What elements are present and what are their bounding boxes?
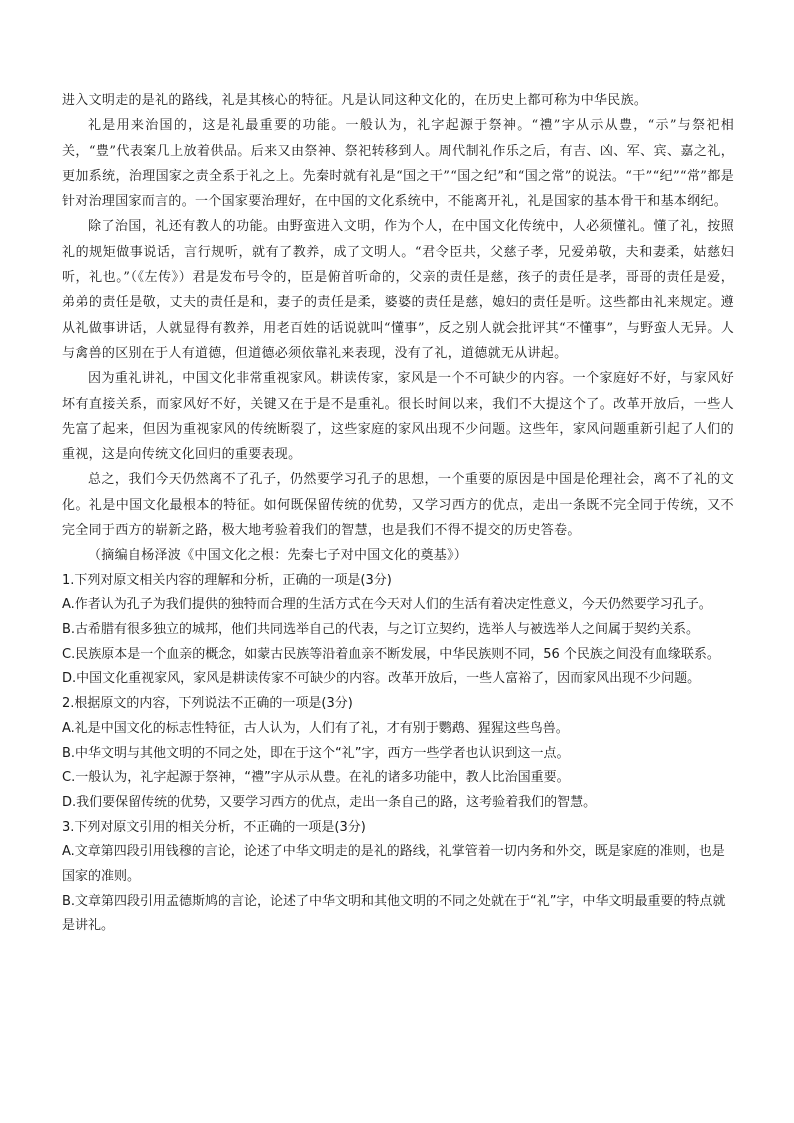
option-d: D.中国文化重视家风，家风是耕读传家不可缺少的内容。改革开放后，一些人富裕了，因而家风出现不少问题。 [62, 671, 701, 687]
option-c: C.一般认为，礼字起源于祭神，“禮”字从示从豊。在礼的诸多功能中，教人比治国重要。 [62, 770, 570, 786]
passage-source: （摘编自杨泽波《中国文化之根：先秦七子对中国文化的奠基》） [88, 548, 468, 564]
question-2 [62, 692, 734, 816]
question-stem: 3.下列对原文引用的相关分析，不正确的一项是(3分) [62, 819, 366, 835]
passage-paragraph-2: 礼是用来治国的，这是礼最重要的功能。一般认为，礼字起源于祭神。“禮”字从示从豊，“示”与祭祀相关，“豊”代表案几上放着供品。后来又由祭神、祭祀转移到人。周代制礼作乐之后，有吉、凶、军、宾、嘉之礼，更加系统，治理国家之责全系于礼之上。先秦时就有礼是“国之干”“国之纪”和“国之常”的说法。“干”“纪”“常”都是针对治理国家而言的。一个国家要治理好，在中国的文化系统中，不能离开礼，礼是国家的基本骨干和基本纲纪。 [62, 118, 734, 210]
option-d: D.我们要保留传统的优势，又要学习西方的优点，走出一条自己的路，这考验着我们的智慧。 [62, 794, 597, 810]
option-b: B.中华文明与其他文明的不同之处，即在于这个“礼”字，西方一些学者也认识到这一点。 [62, 745, 570, 761]
passage-paragraph-3: 除了治国，礼还有教人的功能。由野蛮进入文明，作为个人，在中国文化传统中，人必须懂礼。懂了礼，按照礼的规矩做事说话，言行规听，就有了教养，成了文明人。“君令臣共，父慈子孝，兄爱弟敬，夫和妻柔，姑慈妇听，礼也。”（《左传》）君是发布号令的，臣是俯首听命的，父亲的责任是慈，孩子的责任是孝，哥哥的责任是爱，弟弟的责任是敬，丈夫的责任是和，妻子的责任是柔，婆婆的责任是慈，媳妇的责任是听。这些都由礼来规定。遵从礼做事讲话，人就显得有教养，用老百姓的话说就叫“懂事”，反之别人就会批评其“不懂事”，与野蛮人无异。人与禽兽的区别在于人有道德，但道德必须依靠礼来表现，没有了礼，道德就无从讲起。 [62, 219, 734, 361]
question-stem: 1.下列对原文相关内容的理解和分析，正确的一项是(3分) [62, 572, 392, 588]
passage-paragraph-4: 因为重礼讲礼，中国文化非常重视家风。耕读传家，家风是一个不可缺少的内容。一个家庭好不好，与家风好坏有直接关系，而家风好不好，关键又在于是不是重礼。很长时间以来，我们不大提这个了。改革开放后，一些人先富了起来，但因为重视家风的传统断裂了，这些家庭的家风出现不少问题。这些年，家风问题重新引起了人们的重视，这是向传统文化回归的重要表现。 [62, 371, 734, 463]
question-3 [62, 816, 734, 940]
question-list [62, 569, 734, 940]
question-stem: 2.根据原文的内容，下列说法不正确的一项是(3分) [62, 696, 353, 712]
option-b: B.古希腊有很多独立的城邦，他们共同选举自己的代表，与之订立契约，选举人与被选举人之间属于契约关系。 [62, 622, 700, 638]
question-1 [62, 569, 734, 693]
reading-passage [62, 88, 734, 569]
passage-paragraph-5: 总之，我们今天仍然离不了孔子，仍然要学习孔子的思想，一个重要的原因是中国是伦理社会，离不了礼的文化。礼是中国文化最根本的特征。如何既保留传统的优势，又学习西方的优点，走出一条既不完全同于传统，又不完全同于西方的崭新之路，极大地考验着我们的智慧，也是我们不得不提交的历史答卷。 [62, 472, 734, 539]
option-a: A.礼是中国文化的标志性特征，古人认为，人们有了礼，才有别于鹦鹉、猩猩这些鸟兽。 [62, 720, 569, 736]
option-a: A.作者认为孔子为我们提供的独特而合理的生活方式在今天对人们的生活有着决定性意义，今天仍然要学习孔子。 [62, 597, 712, 613]
passage-paragraph-1: 进入文明走的是礼的路线，礼是其核心的特征。凡是认同这种文化的，在历史上都可称为中华民族。 [62, 93, 648, 108]
option-b: B.文章第四段引用孟德斯鸠的言论，论述了中华文明和其他文明的不同之处就在于“礼”字，中华文明最重要的特点就是讲礼。 [62, 893, 726, 934]
option-c: C.民族原本是一个血亲的概念，如蒙古民族等沿着血亲不断发展，中华民族则不同，56 个民族之间没有血缘联系。 [62, 646, 720, 662]
option-a: A.文章第四段引用钱穆的言论，论述了中华文明走的是礼的路线，礼掌管着一切内务和外交，既是家庭的准则，也是国家的准则。 [62, 844, 725, 885]
